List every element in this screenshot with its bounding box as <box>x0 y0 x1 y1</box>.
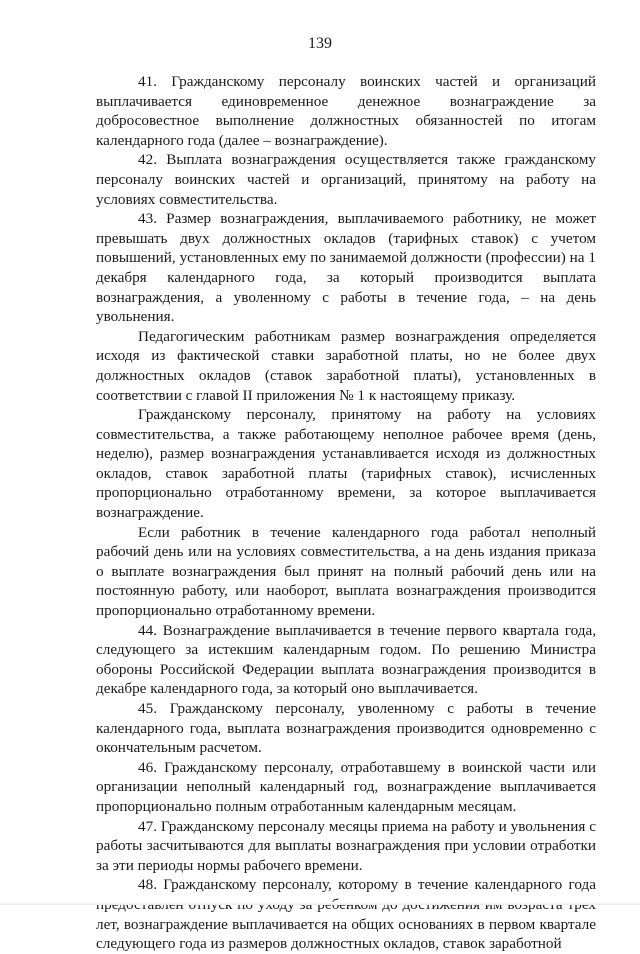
paragraph-43-part-time: Гражданскому персоналу, принятому на работу на условиях совместительства, а также работающему неполное рабочее время (день, неделю), размер вознаграждения устанавливается исходя из должностных окладов, ставок заработной платы (тарифных ставок), исчисленных пропорционально отработанному времени, за которое выплачивается вознаграждение. <box>96 406 596 522</box>
paragraph-43-proportional: Если работник в течение календарного года работал неполный рабочий день или на условиях совместительства, а на день издания приказа о выплате вознаграждения был принят на полный рабочий день или на постоянную работу, или наоборот, выплата вознаграждения производится пропорционально отработанному времени. <box>96 523 596 620</box>
paragraph-46: 46. Гражданскому персоналу, отработавшему в воинской части или организации неполный календарный год, вознаграждение выплачивается пропорционально полным отработанным календарным месяцам. <box>96 758 596 815</box>
paragraph-43: 43. Размер вознаграждения, выплачиваемого работнику, не может превышать двух должностных окладов (тарифных ставок) с учетом повышений, установленных ему по занимаемой должности (профессии) на 1 декабря календарного года, за который производится выплата вознаграждения, а уволенному с работы в течение года, – на день увольнения. <box>96 210 596 326</box>
document-body <box>96 72 596 954</box>
paragraph-43-pedagogical: Педагогическим работникам размер вознаграждения определяется исходя из фактической ставки заработной платы, но не более двух должностных окладов (ставок заработной платы), установленных в соответствии с главой II приложения № 1 к настоящему приказу. <box>96 327 596 404</box>
paragraph-47: 47. Гражданскому персоналу месяцы приема на работу и увольнения с работы засчитываются для выплаты вознаграждения при условии отработки за эти периоды нормы рабочего времени. <box>96 817 596 874</box>
paragraph-45: 45. Гражданскому персоналу, уволенному с работы в течение календарного года, выплата вознаграждения производится одновременно с окончательным расчетом. <box>96 700 596 757</box>
paragraph-42: 42. Выплата вознаграждения осуществляется также гражданскому персоналу воинских частей и организаций, принятому на работу на условиях совместительства. <box>96 151 596 208</box>
paragraph-48: 48. Гражданскому персоналу, которому в течение календарного года лет, вознаграждение выплачивается на общих основаниях в первом квартале следующего года из размеров должностных окладов, ставок заработной <box>96 876 596 953</box>
page-number: 139 <box>308 35 332 52</box>
paragraph-41: 41. Гражданскому персоналу воинских частей и организаций выплачивается единовременное денежное вознаграждение за добросовестное выполнение должностных обязанностей по итогам календарного года (далее – вознаграждение). <box>96 73 596 149</box>
paragraph-44: 44. Вознаграждение выплачивается в течение первого квартала года, следующего за истекшим календарным годом. По решению Министра обороны Российской Федерации выплата вознаграждения производится в декабре календарного года, за который оно выплачивается. <box>96 621 596 698</box>
